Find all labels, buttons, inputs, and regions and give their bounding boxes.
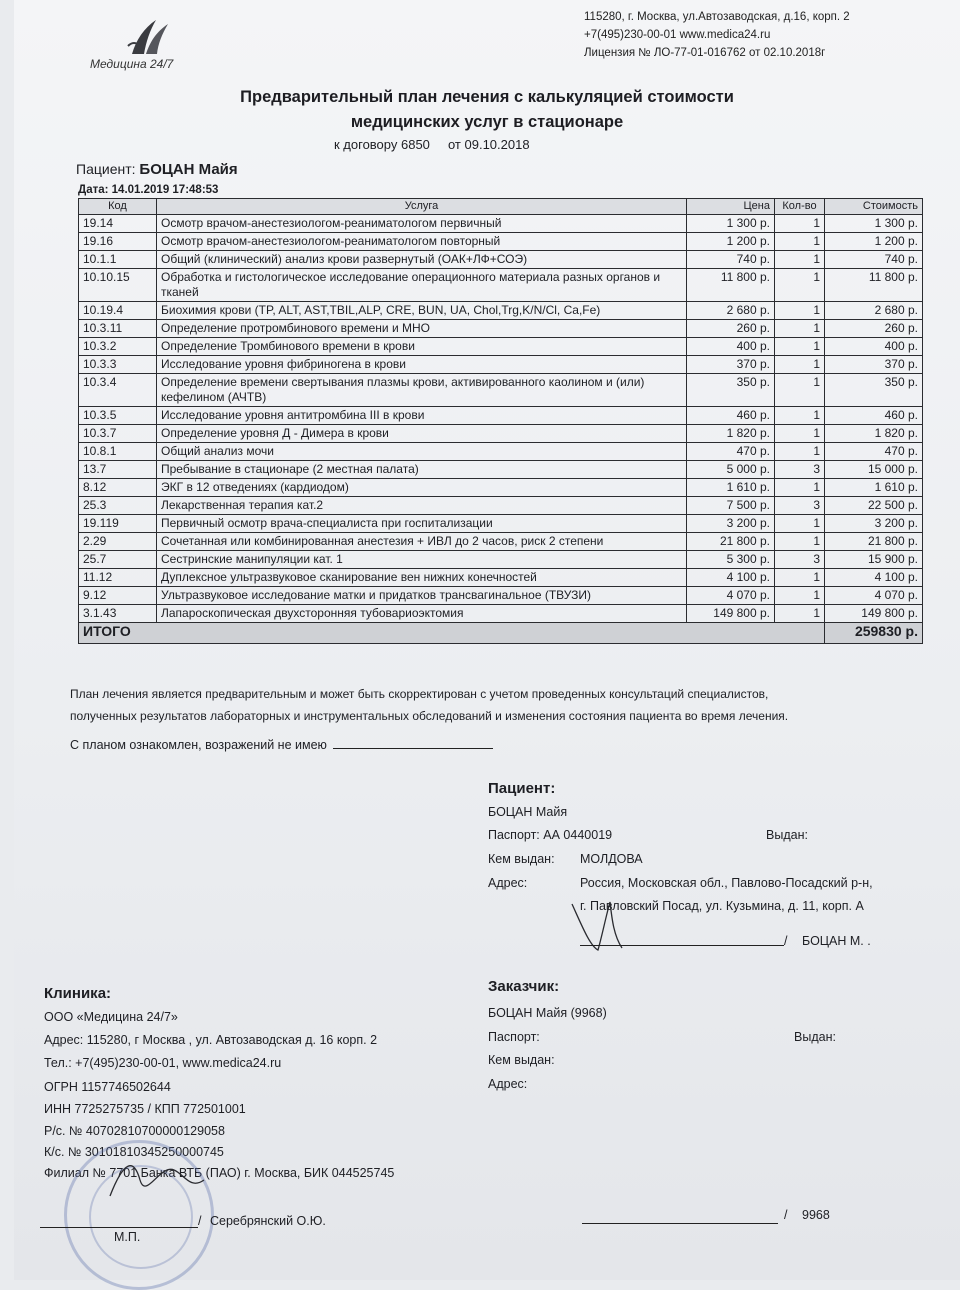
cell-service: Лапароскопическая двухсторонняя тубовариоэктомия: [157, 605, 687, 623]
total-value: 259830 р.: [825, 623, 923, 644]
cell-cost: 4 070 р.: [825, 587, 923, 605]
cell-service: Определение протромбинового времени и МНО: [157, 320, 687, 338]
cell-qty: 1: [775, 533, 825, 551]
cell-qty: 1: [775, 425, 825, 443]
cell-qty: 1: [775, 356, 825, 374]
patient-name: БОЦАН Майя: [139, 161, 238, 178]
customer-name: БОЦАН Майя (9968): [488, 1006, 607, 1020]
clinic-bank: Филиал № 7701 Банка ВТБ (ПАО) г. Москва, БИК 044525745: [44, 1166, 395, 1180]
table-row: [79, 605, 923, 623]
cell-cost: 1 300 р.: [825, 215, 923, 233]
cell-price: 1 300 р.: [687, 215, 775, 233]
cell-service: Общий анализ мочи: [157, 443, 687, 461]
cell-service: Обработка и гистологическое исследование операционного материала разных органов и тканей: [157, 269, 687, 302]
document-title-line2: медицинских услуг в стационаре: [350, 113, 624, 131]
cell-code: 10.3.5: [79, 407, 157, 425]
cell-price: 4 070 р.: [687, 587, 775, 605]
patient-issued-label: Выдан:: [766, 828, 808, 842]
cell-code: 19.14: [79, 215, 157, 233]
cell-cost: 4 100 р.: [825, 569, 923, 587]
cell-cost: 1 200 р.: [825, 233, 923, 251]
acknowledgement: [70, 738, 493, 752]
table-row: [79, 269, 923, 302]
table-row: [79, 569, 923, 587]
cell-service: Осмотр врачом-анестезиологом-реаниматологом первичный: [157, 215, 687, 233]
cell-price: 1 200 р.: [687, 233, 775, 251]
header-qty: Кол-во: [775, 199, 825, 215]
clinic-address: Адрес: 115280, г Москва , ул. Автозаводская д. 16 корп. 2: [44, 1033, 378, 1047]
cell-service: Определение Тромбинового времени в крови: [157, 338, 687, 356]
table-row: [79, 407, 923, 425]
cell-cost: 15 000 р.: [825, 461, 923, 479]
cell-code: 25.3: [79, 497, 157, 515]
cell-qty: 1: [775, 587, 825, 605]
cell-price: 4 100 р.: [687, 569, 775, 587]
clinic-rs: Р/с. № 40702810700000129058: [44, 1124, 225, 1138]
total-label: ИТОГО: [79, 623, 825, 644]
cell-qty: 1: [775, 515, 825, 533]
header-service: Услуга: [157, 199, 687, 215]
header-phone-site: +7(495)230-00-01 www.medica24.ru: [584, 29, 771, 41]
table-row: [79, 443, 923, 461]
cell-cost: 1 820 р.: [825, 425, 923, 443]
patient-passport: [488, 828, 612, 842]
patient-line: [76, 161, 238, 178]
cell-qty: 1: [775, 338, 825, 356]
cell-service: Исследование уровня антитромбина III в крови: [157, 407, 687, 425]
table-row: [79, 587, 923, 605]
patient-address-label: Адрес:: [488, 876, 528, 890]
document-title-line1: Предварительный план лечения с калькуляцией стоимости: [240, 88, 734, 106]
acknowledgement-signature-line: [333, 738, 493, 749]
patient-issued-by-value: МОЛДОВА: [580, 852, 643, 866]
date-line: [78, 184, 218, 196]
patient-issued-by-label: Кем выдан:: [488, 852, 555, 866]
cell-qty: 1: [775, 479, 825, 497]
table-row: [79, 374, 923, 407]
cell-code: 25.7: [79, 551, 157, 569]
plan-note: [70, 683, 940, 727]
table-row: [79, 551, 923, 569]
cell-price: 400 р.: [687, 338, 775, 356]
cell-price: 2 680 р.: [687, 302, 775, 320]
cell-cost: 400 р.: [825, 338, 923, 356]
customer-issued-by-label: Кем выдан:: [488, 1053, 555, 1067]
customer-passport-label: Паспорт:: [488, 1030, 540, 1044]
cell-service: Ультразвуковое исследование матки и придатков трансвагинальное (ТВУЗИ): [157, 587, 687, 605]
date-value: 14.01.2019 17:48:53: [111, 184, 219, 196]
patient-signature-scribble: [562, 896, 652, 956]
cell-service: Пребывание в стационаре (2 местная палата): [157, 461, 687, 479]
patient-passport-value: АА 0440019: [543, 828, 613, 842]
cell-code: 10.10.15: [79, 269, 157, 302]
table-row: [79, 497, 923, 515]
table-row: [79, 479, 923, 497]
cell-price: 21 800 р.: [687, 533, 775, 551]
cell-qty: 3: [775, 551, 825, 569]
cell-cost: 460 р.: [825, 407, 923, 425]
cell-qty: 1: [775, 269, 825, 302]
table-row: [79, 425, 923, 443]
cell-qty: 3: [775, 461, 825, 479]
cell-qty: 1: [775, 251, 825, 269]
clinic-ks: К/с. № 30101810345250000745: [44, 1145, 224, 1159]
cell-qty: 3: [775, 497, 825, 515]
cell-code: 19.119: [79, 515, 157, 533]
cell-qty: 1: [775, 233, 825, 251]
cell-cost: 740 р.: [825, 251, 923, 269]
cell-code: 19.16: [79, 233, 157, 251]
clinic-phone: Тел.: +7(495)230-00-01, www.medica24.ru: [44, 1056, 282, 1070]
cell-service: Определение времени свертывания плазмы крови, активированного каолином и (или) кефелином (АЧТВ): [157, 374, 687, 407]
customer-address-label: Адрес:: [488, 1077, 528, 1091]
clinic-logo-name: Медицина 24/7: [90, 57, 174, 71]
table-row: [79, 215, 923, 233]
cell-code: 11.12: [79, 569, 157, 587]
table-row: [79, 338, 923, 356]
cell-service: Биохимия крови (TP, ALT, AST,TBIL,ALP, CRE, BUN, UA, Chol,Trg,K/N/Cl, Ca,Fe): [157, 302, 687, 320]
cell-price: 370 р.: [687, 356, 775, 374]
cell-service: Первичный осмотр врача-специалиста при госпитализации: [157, 515, 687, 533]
cell-qty: 1: [775, 320, 825, 338]
cell-service: Определение уровня Д - Димера в крови: [157, 425, 687, 443]
cell-price: 11 800 р.: [687, 269, 775, 302]
table-header-row: [79, 199, 923, 215]
clinic-inn: ИНН 7725275735 / КПП 772501001: [44, 1102, 246, 1116]
patient-address-line2: г. Павловский Посад, ул. Кузьмина, д. 11, корп. А: [580, 899, 864, 913]
contract-number: к договору 6850: [334, 137, 430, 152]
cell-qty: 1: [775, 302, 825, 320]
cell-service: Сочетанная или комбинированная анестезия + ИВЛ до 2 часов, риск 2 степени: [157, 533, 687, 551]
cell-qty: 1: [775, 374, 825, 407]
patient-signature-name: БОЦАН М. .: [802, 934, 871, 948]
cell-code: 10.3.4: [79, 374, 157, 407]
cell-cost: 22 500 р.: [825, 497, 923, 515]
patient-block-name: БОЦАН Майя: [488, 805, 568, 819]
cell-code: 8.12: [79, 479, 157, 497]
cell-code: 9.12: [79, 587, 157, 605]
clinic-header-info: [584, 8, 850, 62]
cell-cost: 260 р.: [825, 320, 923, 338]
cell-price: 3 200 р.: [687, 515, 775, 533]
contract-reference: [334, 137, 530, 152]
clinic-ogrn: ОГРН 1157746502644: [44, 1080, 171, 1094]
clinic-name: ООО «Медицина 24/7»: [44, 1010, 178, 1024]
cell-price: 5 300 р.: [687, 551, 775, 569]
cell-code: 2.29: [79, 533, 157, 551]
table-row: [79, 356, 923, 374]
cell-service: ЭКГ в 12 отведениях (кардиодом): [157, 479, 687, 497]
cell-price: 7 500 р.: [687, 497, 775, 515]
cell-cost: 350 р.: [825, 374, 923, 407]
header-address: 115280, г. Москва, ул.Автозаводская, д.16, корп. 2: [584, 11, 850, 23]
cell-code: 10.3.3: [79, 356, 157, 374]
cell-price: 460 р.: [687, 407, 775, 425]
cell-service: Дуплексное ультразвуковое сканирование вен нижних конечностей: [157, 569, 687, 587]
cell-service: Общий (клинический) анализ крови развернутый (ОАК+ЛФ+СОЭ): [157, 251, 687, 269]
clinic-signature-name: Серебрянский О.Ю.: [210, 1214, 326, 1228]
plan-note-line1: План лечения является предварительным и может быть скорректирован с учетом проведенных консультаций специалистов,: [70, 687, 769, 701]
table-row: [79, 515, 923, 533]
cell-code: 10.3.2: [79, 338, 157, 356]
acknowledgement-text: С планом ознакомлен, возражений не имею: [70, 738, 327, 752]
table-row: [79, 461, 923, 479]
cell-price: 470 р.: [687, 443, 775, 461]
cell-price: 5 000 р.: [687, 461, 775, 479]
patient-address-line1: Россия, Московская обл., Павлово-Посадский р-н,: [580, 876, 873, 890]
services-table: [78, 198, 923, 644]
cell-service: Лекарственная терапия кат.2: [157, 497, 687, 515]
cell-price: 149 800 р.: [687, 605, 775, 623]
cell-price: 260 р.: [687, 320, 775, 338]
cell-code: 10.3.11: [79, 320, 157, 338]
cell-qty: 1: [775, 215, 825, 233]
date-label: Дата:: [78, 184, 109, 196]
cell-service: Осмотр врачом-анестезиологом-реаниматологом повторный: [157, 233, 687, 251]
leaf-logo-icon: [126, 16, 172, 56]
cell-price: 350 р.: [687, 374, 775, 407]
plan-note-line2: полученных результатов лабораторных и инструментальных обследований и изменения состояния пациента во время лечения.: [70, 709, 789, 723]
cell-price: 740 р.: [687, 251, 775, 269]
customer-signature-code: 9968: [802, 1208, 830, 1222]
cell-price: 1 820 р.: [687, 425, 775, 443]
cell-qty: 1: [775, 443, 825, 461]
patient-block-heading: Пациент:: [488, 780, 556, 797]
customer-block-heading: Заказчик:: [488, 978, 560, 995]
table-row: [79, 302, 923, 320]
cell-cost: 1 610 р.: [825, 479, 923, 497]
cell-cost: 370 р.: [825, 356, 923, 374]
cell-code: 3.1.43: [79, 605, 157, 623]
contract-date: от 09.10.2018: [447, 137, 530, 152]
header-price: Цена: [687, 199, 775, 215]
cell-cost: 21 800 р.: [825, 533, 923, 551]
header-license: Лицензия № ЛО-77-01-016762 от 02.10.2018г: [584, 47, 826, 59]
header-cost: Стоимость: [825, 199, 923, 215]
table-row: [79, 251, 923, 269]
cell-service: Исследование уровня фибриногена в крови: [157, 356, 687, 374]
table-row: [79, 533, 923, 551]
customer-issued-label: Выдан:: [794, 1030, 836, 1044]
cell-qty: 1: [775, 605, 825, 623]
cell-qty: 1: [775, 407, 825, 425]
customer-signature-slash: /: [784, 1208, 788, 1222]
table-row: [79, 320, 923, 338]
document-page: [14, 0, 960, 1280]
cell-cost: 2 680 р.: [825, 302, 923, 320]
patient-signature-line: [580, 944, 784, 946]
cell-service: Сестринские манипуляции кат. 1: [157, 551, 687, 569]
cell-code: 10.19.4: [79, 302, 157, 320]
header-code: Код: [79, 199, 157, 215]
cell-code: 10.3.7: [79, 425, 157, 443]
cell-cost: 3 200 р.: [825, 515, 923, 533]
patient-label: Пациент:: [76, 161, 136, 177]
table-row: [79, 233, 923, 251]
total-row: [79, 623, 923, 644]
patient-passport-label: Паспорт:: [488, 828, 540, 842]
cell-price: 1 610 р.: [687, 479, 775, 497]
patient-signature-slash: /: [784, 934, 788, 948]
cell-qty: 1: [775, 569, 825, 587]
cell-cost: 15 900 р.: [825, 551, 923, 569]
cell-cost: 470 р.: [825, 443, 923, 461]
clinic-signature-scribble: [104, 1150, 214, 1210]
clinic-signature-slash: /: [198, 1214, 202, 1228]
clinic-seal-label: М.П.: [114, 1230, 141, 1244]
cell-cost: 11 800 р.: [825, 269, 923, 302]
cell-code: 13.7: [79, 461, 157, 479]
clinic-block-heading: Клиника:: [44, 985, 112, 1002]
cell-code: 10.8.1: [79, 443, 157, 461]
customer-signature-line: [582, 1222, 778, 1224]
cell-code: 10.1.1: [79, 251, 157, 269]
clinic-signature-line: [40, 1226, 198, 1228]
cell-cost: 149 800 р.: [825, 605, 923, 623]
